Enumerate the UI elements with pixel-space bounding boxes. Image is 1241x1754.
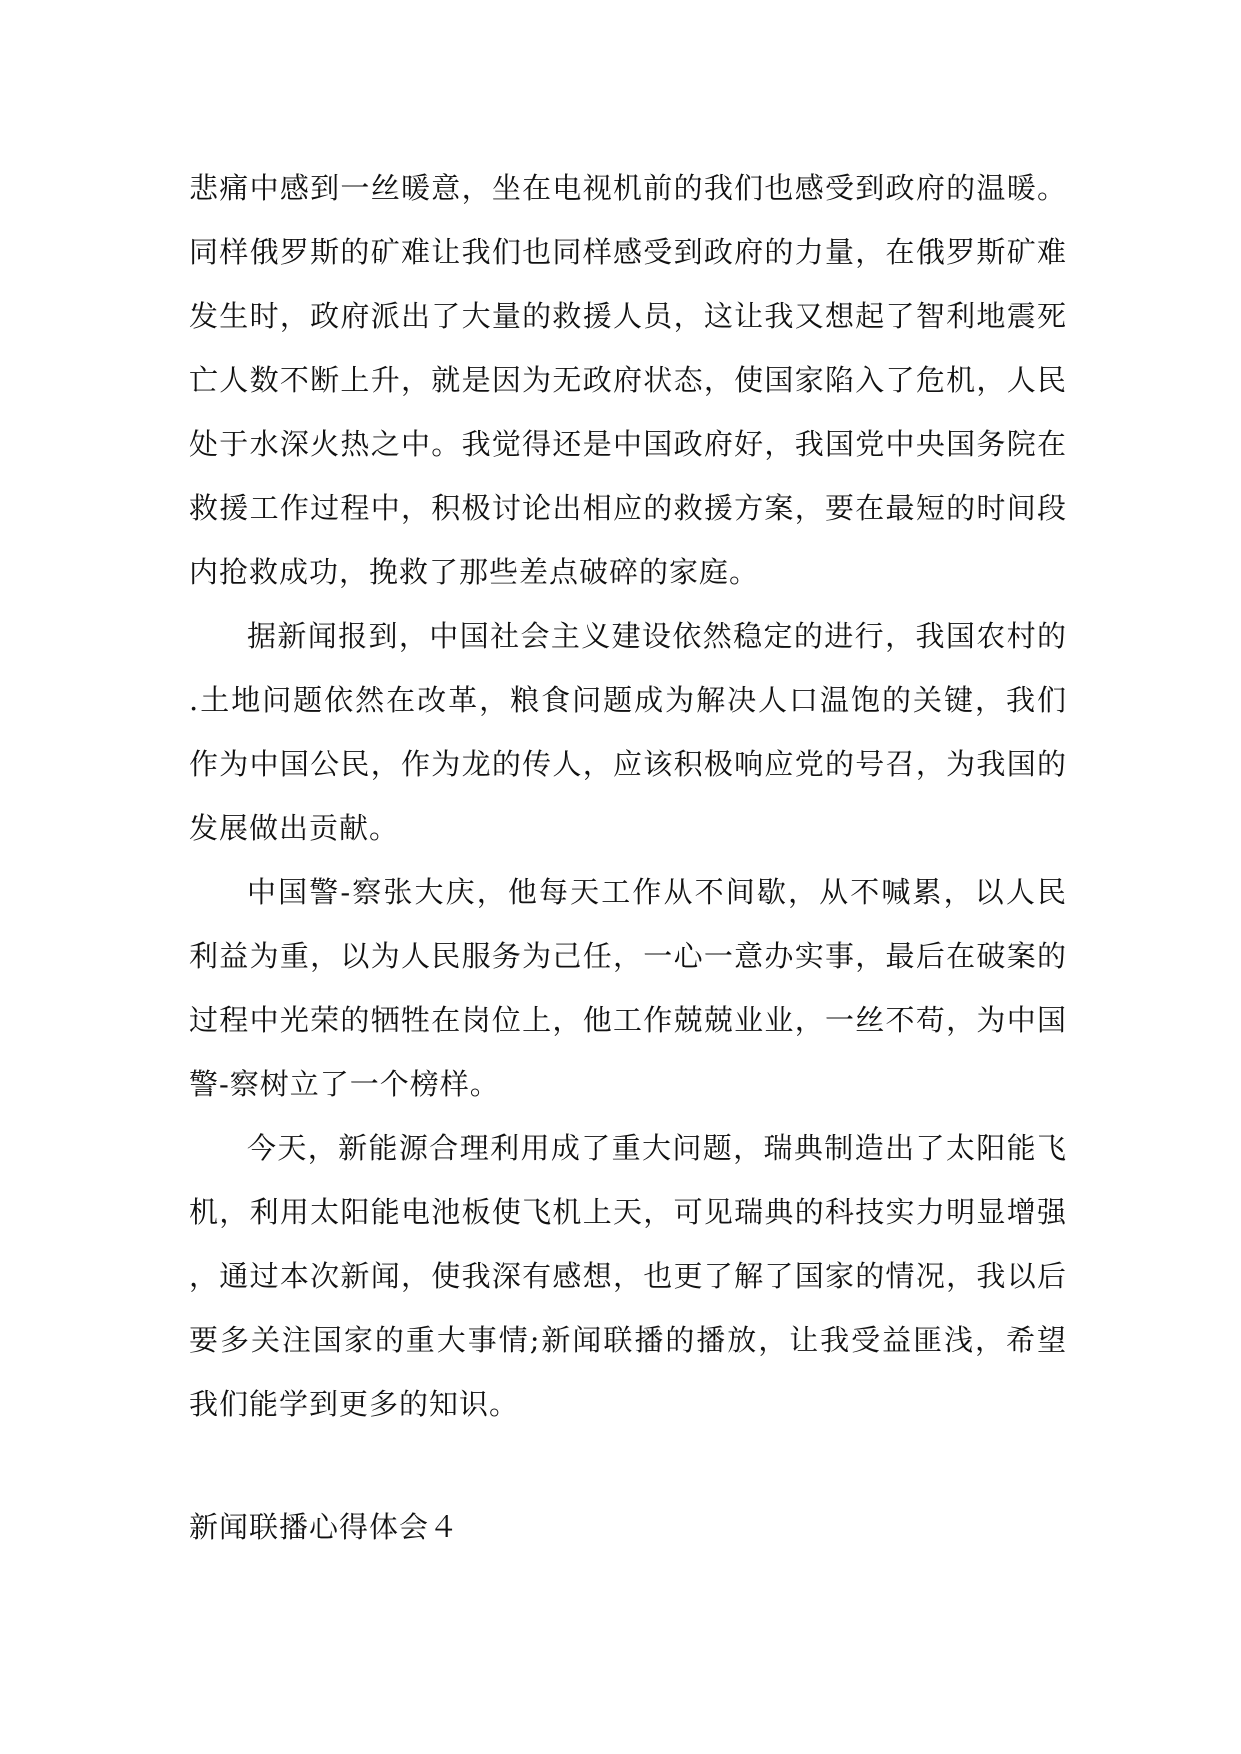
section-heading: 新闻联播心得体会４ bbox=[189, 1510, 460, 1544]
paragraph-4: 今天，新能源合理利用成了重大问题，瑞典制造出了太阳能飞机，利用太阳能电池板使飞机上天，可见瑞典的科技实力明显增强，通过本次新闻，使我深有感想，也更了解了国家的情况，我以后要多关注国家的重大事情;新闻联播的播放，让我受益匪浅，希望我们能学到更多的知识。 bbox=[189, 1131, 1067, 1421]
paragraph-2: 据新闻报到，中国社会主义建设依然稳定的进行，我国农村的.土地问题依然在改革，粮食问题成为解决人口温饱的关键，我们作为中国公民，作为龙的传人，应该积极响应党的号召，为我国的发展做出贡献。 bbox=[189, 619, 1067, 845]
paragraph-1: 悲痛中感到一丝暖意，坐在电视机前的我们也感受到政府的温暖。同样俄罗斯的矿难让我们也同样感受到政府的力量，在俄罗斯矿难发生时，政府派出了大量的救援人员，这让我又想起了智利地震死亡人数不断上升，就是因为无政府状态，使国家陷入了危机，人民处于水深火热之中。我觉得还是中国政府好，我国党中央国务院在救援工作过程中，积极讨论出相应的救援方案，要在最短的时间段内抢救成功，挽救了那些差点破碎的家庭。 bbox=[189, 171, 1067, 589]
paragraph-3: 中国警-察张大庆，他每天工作从不间歇，从不喊累，以人民利益为重，以为人民服务为己任，一心一意办实事，最后在破案的过程中光荣的牺牲在岗位上，他工作兢兢业业，一丝不苟，为中国警-察树立了一个榜样。 bbox=[189, 875, 1067, 1101]
document-body bbox=[189, 156, 1067, 1436]
